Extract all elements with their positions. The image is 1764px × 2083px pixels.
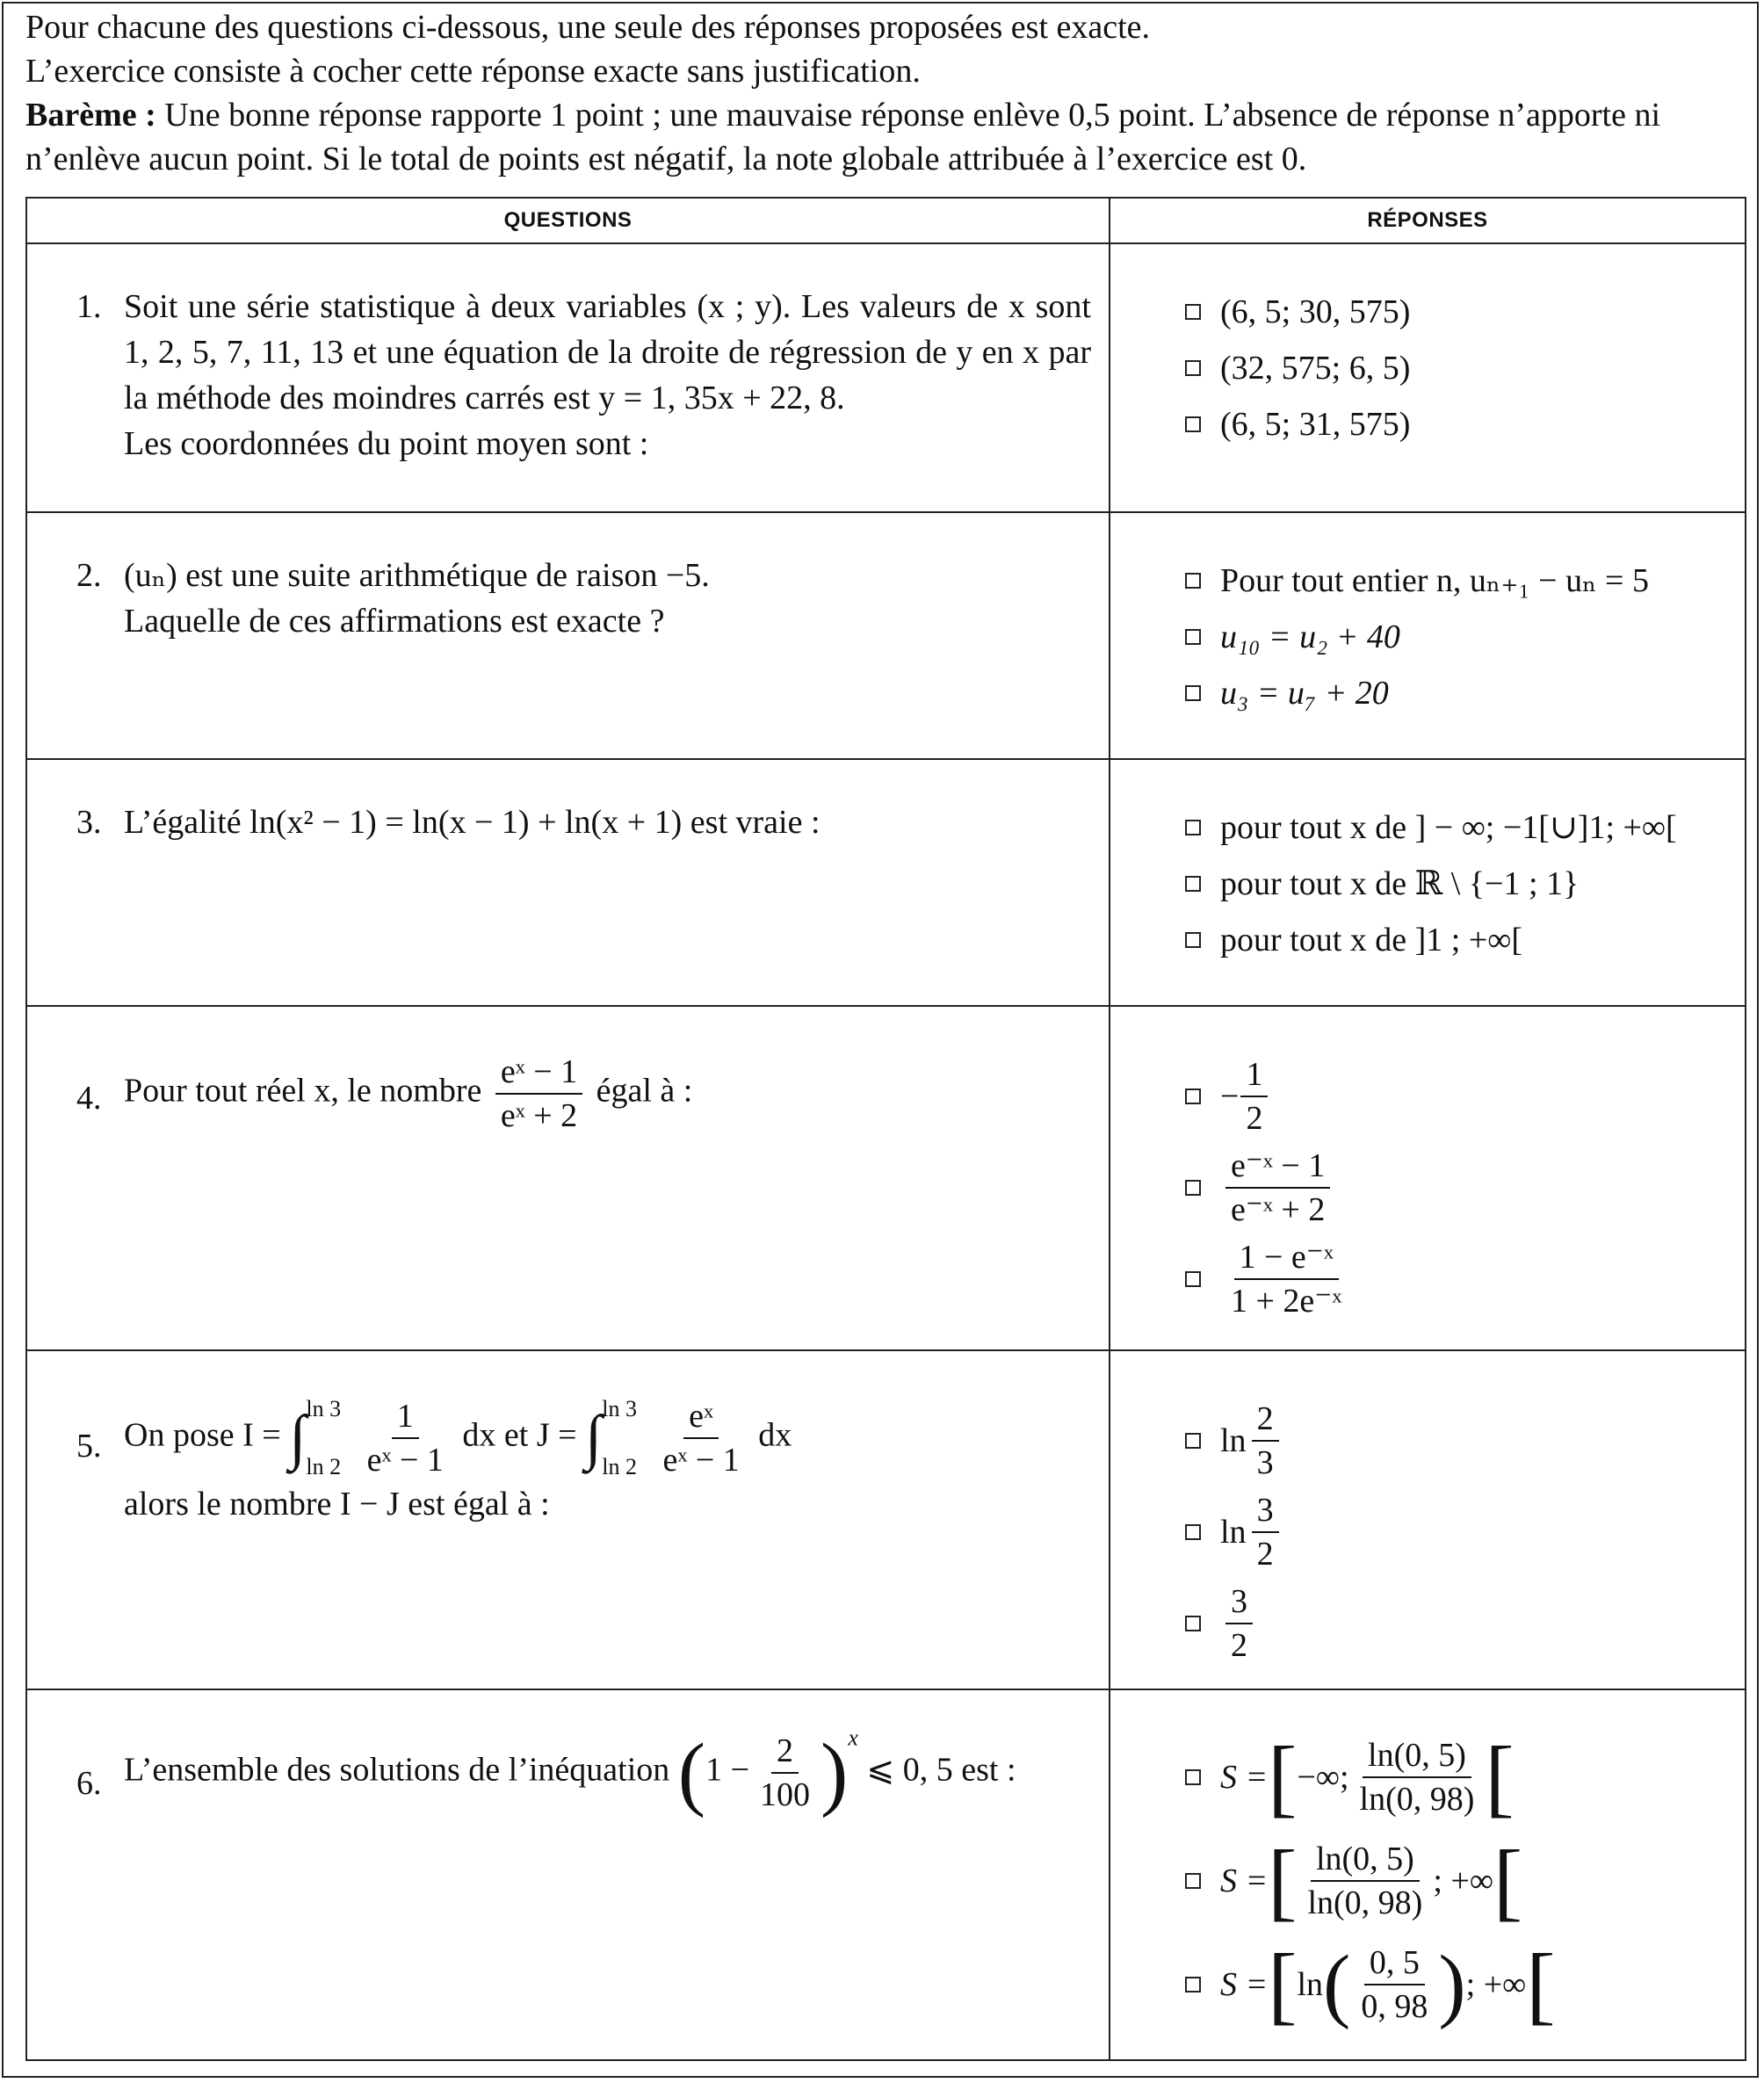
fraction [495,1051,582,1137]
numerator: e⁻ˣ − 1 [1225,1145,1330,1189]
set-label: S = [1220,1759,1269,1796]
exercise-page [2,2,1759,2078]
numerator: eˣ − 1 [495,1051,582,1095]
denominator: eˣ − 1 [662,1442,740,1479]
answer-option[interactable] [1185,284,1745,340]
checkbox[interactable] [1185,629,1201,645]
fraction [1356,1942,1433,2028]
denominator: 2 [1246,1100,1263,1137]
left-bracket: [ [1268,1728,1298,1826]
fraction [362,1395,449,1481]
denominator: ln(0, 98) [1307,1884,1423,1921]
differential: dx [462,1416,496,1454]
question-row-4 [26,1006,1746,1350]
ln-label: ln [1220,1514,1247,1551]
set-label: S = [1220,1966,1269,2003]
header-questions: QUESTIONS [26,198,1110,243]
ln-label: ln [1297,1966,1324,2003]
denominator: 2 [1231,1627,1247,1664]
checkbox[interactable] [1185,820,1201,835]
numerator: ln(0, 5) [1311,1838,1420,1882]
expression-part: 1 − [705,1751,750,1789]
question-text [124,1395,1091,1481]
answer-label: Pour tout entier n, uₙ₊₁ − uₙ = 5 [1220,562,1649,599]
instruction-line-1: Pour chacune des questions ci-dessous, une seule des réponses proposées est exacte. [25,9,1151,46]
lower-bound: ln 2 [602,1454,637,1479]
differential: dx [758,1416,792,1454]
question-text-part: On pose I = [124,1416,281,1454]
denominator: eˣ − 1 [366,1442,444,1479]
set-label: S = [1220,1862,1269,1899]
left-bracket: [ [1268,1832,1298,1929]
answer-label: (6, 5; 30, 575) [1220,293,1411,330]
answer-option[interactable] [1185,1578,1745,1669]
answers-3 [1110,760,1745,968]
checkbox[interactable] [1185,1873,1201,1889]
answers-5 [1110,1351,1745,1669]
answer-label: u₃ = u₇ + 20 [1220,675,1389,712]
answer-option[interactable] [1185,665,1745,721]
answer-label: pour tout x de ]1 ; +∞[ [1220,922,1523,958]
numerator: 1 [392,1395,419,1439]
upper-bound: ln 3 [306,1396,342,1421]
checkbox[interactable] [1185,1433,1201,1449]
answer-option[interactable] [1185,912,1745,968]
integral-sign: ∫ [585,1404,603,1472]
question-text-part: ⩽ 0, 5 est : [866,1751,1016,1789]
answer-option[interactable] [1185,396,1745,452]
answer-label: u₁₀ = u₂ + 40 [1220,618,1400,655]
numerator: eˣ [683,1395,719,1439]
question-number: 2. [76,557,102,594]
fraction [1225,1236,1347,1322]
scoring-text: Une bonne réponse rapporte 1 point ; une mauvaise réponse enlève 0,5 point. L’absence de réponse n’apporte ni n’enlève aucun point. Si le total de points est négatif, la note globale attribuée à l’exercice est 0. [25,97,1661,177]
denominator: ln(0, 98) [1359,1781,1475,1818]
fraction [1355,1734,1480,1820]
integral-bounds [602,1396,637,1480]
integral-sign: ∫ [289,1404,307,1472]
answer-label: (6, 5; 31, 575) [1220,406,1411,443]
right-bracket: [ [1493,1832,1523,1929]
answers-4 [1110,1007,1745,1325]
right-bracket: [ [1526,1935,1556,2033]
numerator: 2 [1252,1398,1279,1442]
numerator: 0, 5 [1364,1942,1425,1985]
question-3 [27,760,1109,845]
scoring-rules [25,93,1747,181]
right-paren: ) [821,1727,849,1819]
answer-option[interactable] [1185,1395,1745,1486]
answer-option[interactable] [1185,609,1745,665]
answers-1 [1110,244,1745,452]
table-header [26,198,1746,243]
lower-bound: ln 2 [306,1454,342,1479]
checkbox[interactable] [1185,1271,1201,1287]
answer-option[interactable] [1185,1725,1745,1829]
checkbox[interactable] [1185,1180,1201,1196]
question-text-2: alors le nombre I − J est égal à : [124,1486,550,1522]
numerator: 3 [1252,1489,1279,1533]
question-row-2 [26,512,1746,759]
question-number: 5. [76,1428,102,1465]
numerator: 1 − e⁻ˣ [1234,1236,1339,1280]
right-bracket: [ [1485,1728,1515,1826]
question-2 [27,513,1109,644]
answer-option[interactable] [1185,1142,1745,1233]
denominator: 0, 98 [1361,1988,1428,2025]
right-paren: ) [1438,1939,1466,2030]
left-bracket: [ [1268,1935,1298,2033]
denominator: 2 [1256,1536,1274,1573]
question-4 [27,1007,1109,1137]
question-number: 3. [76,804,102,841]
answers-2 [1110,513,1745,721]
numerator: ln(0, 5) [1363,1734,1471,1778]
mcq-table [25,197,1746,2061]
answer-option[interactable] [1185,1051,1745,1142]
denominator: 3 [1256,1444,1274,1481]
upper-bound: ln 3 [602,1396,637,1421]
answer-label: pour tout x de ℝ \ {−1 ; 1} [1220,865,1580,902]
header-answers: RÉPONSES [1110,198,1746,243]
question-text-part: et J = [503,1416,577,1454]
checkbox[interactable] [1185,1616,1201,1631]
question-number: 6. [76,1765,102,1802]
question-text-part: L’ensemble des solutions de l’inéquation [124,1751,670,1789]
question-row-5 [26,1350,1746,1689]
question-text [124,1051,1091,1137]
left-paren: ( [1323,1939,1351,2030]
answer-option[interactable] [1185,799,1745,856]
checkbox[interactable] [1185,573,1201,589]
question-5 [27,1351,1109,1527]
question-number: 1. [76,288,102,325]
fraction [1240,1053,1268,1139]
answer-option[interactable] [1185,1486,1745,1578]
integral-bounds [306,1396,341,1480]
question-row-1 [26,243,1746,512]
question-text: (uₙ) est une suite arithmétique de raison −5. [124,557,710,594]
checkbox[interactable] [1185,685,1201,701]
answer-option[interactable] [1185,1233,1745,1325]
fraction [1302,1838,1428,1924]
fraction [1225,1145,1330,1231]
checkbox[interactable] [1185,416,1201,432]
interval-bound: ; +∞ [1433,1862,1493,1899]
question-text-part: égal à : [596,1072,693,1110]
denominator: 100 [760,1776,811,1813]
minus-sign: − [1220,1078,1240,1115]
numerator: 2 [771,1730,799,1774]
question-row-3 [26,759,1746,1006]
denominator: eˣ + 2 [500,1097,578,1134]
question-1 [27,244,1109,467]
fraction [657,1395,744,1481]
question-text-2: Laquelle de ces affirmations est exacte ? [124,603,665,640]
interval-bound: −∞; [1297,1759,1349,1796]
question-number: 4. [76,1080,102,1117]
denominator: 1 + 2e⁻ˣ [1231,1283,1342,1320]
scoring-label: Barème : [25,97,156,134]
denominator: e⁻ˣ + 2 [1231,1191,1326,1228]
fraction [1225,1580,1253,1667]
fraction [755,1730,815,1816]
checkbox[interactable] [1185,1977,1201,1993]
numerator: 1 [1240,1053,1268,1097]
question-text-2: Les coordonnées du point moyen sont : [124,425,649,462]
instruction-line-2: L’exercice consiste à cocher cette réponse exacte sans justification. [25,53,921,90]
checkbox[interactable] [1185,304,1201,320]
answer-option[interactable] [1185,1829,1745,1933]
interval-bound: ; +∞ [1465,1966,1527,2003]
answers-6 [1110,1690,1745,2036]
checkbox[interactable] [1185,1089,1201,1104]
question-row-6 [26,1689,1746,2060]
fraction [1252,1489,1279,1575]
fraction [1252,1398,1279,1484]
left-paren: ( [677,1727,706,1819]
numerator: 3 [1225,1580,1253,1624]
checkbox[interactable] [1185,1769,1201,1785]
question-text: Soit une série statistique à deux variables (x ; y). Les valeurs de x sont 1, 2, 5, 7, 11, 13 et une équation de la droite de régression de y en x par la méthode des moindres carrés est y = 1, 35x + 22, 8. [124,288,1091,416]
exponent: x [848,1725,858,1751]
answer-option[interactable] [1185,553,1745,609]
instructions [25,5,1747,181]
answer-label: pour tout x de ] − ∞; −1[∪]1; +∞[ [1220,809,1677,846]
checkbox[interactable] [1185,876,1201,892]
answer-label: (32, 575; 6, 5) [1220,350,1411,387]
answer-option[interactable] [1185,340,1745,396]
ln-label: ln [1220,1422,1247,1459]
question-text: L’égalité ln(x² − 1) = ln(x − 1) + ln(x + 1) est vraie : [124,804,821,841]
answer-option[interactable] [1185,1933,1745,2036]
checkbox[interactable] [1185,1524,1201,1540]
answer-option[interactable] [1185,856,1745,912]
checkbox[interactable] [1185,932,1201,948]
question-text-part: Pour tout réel x, le nombre [124,1072,482,1110]
question-6 [27,1690,1109,1819]
checkbox[interactable] [1185,360,1201,376]
question-text [124,1725,1091,1819]
